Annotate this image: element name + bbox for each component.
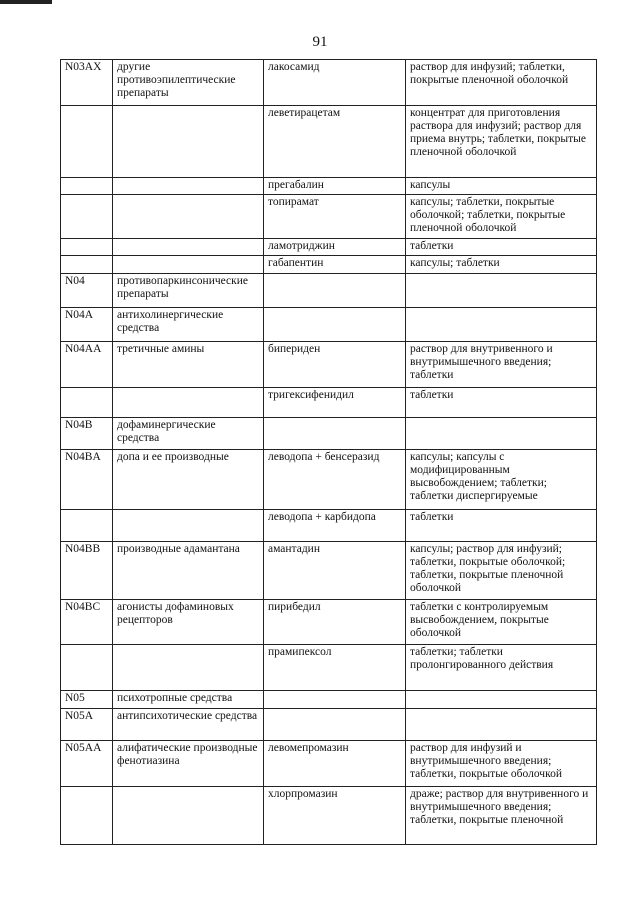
dosage-form-cell: концентрат для приготовления раствора для инфузий; раствор для приема внутрь; таблетки, покрытые пленочной оболочкой [406, 106, 597, 178]
dosage-form-cell: раствор для инфузий и внутримышечного введения; таблетки, покрытые оболочкой [406, 741, 597, 787]
table-row [61, 342, 597, 388]
table-row [61, 388, 597, 418]
drug-name-cell: лакосамид [264, 60, 406, 106]
atc-code-cell: N05 [61, 691, 113, 709]
drug-name-cell [264, 274, 406, 308]
table-row [61, 645, 597, 691]
atc-code-cell [61, 645, 113, 691]
group-name-cell: дофаминергические средства [113, 418, 264, 450]
table-row [61, 787, 597, 845]
atc-code-cell: N04 [61, 274, 113, 308]
atc-code-cell: N05AA [61, 741, 113, 787]
dosage-form-cell: драже; раствор для внутривенного и внутримышечного введения; таблетки, покрытые пленочной [406, 787, 597, 845]
group-name-cell: алифатические производные фенотиазина [113, 741, 264, 787]
atc-code-cell: N03AX [61, 60, 113, 106]
group-name-cell: третичные амины [113, 342, 264, 388]
drug-table-body [61, 60, 597, 845]
atc-code-cell [61, 178, 113, 195]
group-name-cell: психотропные средства [113, 691, 264, 709]
table-row [61, 239, 597, 256]
drug-name-cell: левомепромазин [264, 741, 406, 787]
drug-name-cell: прегабалин [264, 178, 406, 195]
drug-name-cell: леветирацетам [264, 106, 406, 178]
table-row [61, 450, 597, 510]
dosage-form-cell: таблетки [406, 510, 597, 542]
table-row [61, 106, 597, 178]
table-row [61, 600, 597, 645]
table-row [61, 256, 597, 274]
drug-name-cell: прамипексол [264, 645, 406, 691]
table-row [61, 274, 597, 308]
drug-name-cell: пирибедил [264, 600, 406, 645]
dosage-form-cell: таблетки с контролируемым высвобождением, покрытые оболочкой [406, 600, 597, 645]
dosage-form-cell [406, 691, 597, 709]
dosage-form-cell [406, 418, 597, 450]
drug-table [60, 59, 597, 845]
dosage-form-cell [406, 274, 597, 308]
drug-name-cell: хлорпромазин [264, 787, 406, 845]
drug-name-cell: леводопа + карбидопа [264, 510, 406, 542]
group-name-cell: агонисты дофаминовых рецепторов [113, 600, 264, 645]
table-row [61, 709, 597, 741]
atc-code-cell: N04B [61, 418, 113, 450]
drug-name-cell [264, 709, 406, 741]
group-name-cell [113, 510, 264, 542]
page-number: 91 [312, 34, 328, 50]
atc-code-cell [61, 388, 113, 418]
dosage-form-cell: раствор для внутривенного и внутримышечного введения; таблетки [406, 342, 597, 388]
dosage-form-cell: таблетки [406, 388, 597, 418]
table-row [61, 418, 597, 450]
group-name-cell [113, 256, 264, 274]
drug-name-cell: ламотриджин [264, 239, 406, 256]
corner-mark [0, 0, 52, 4]
drug-name-cell: топирамат [264, 195, 406, 239]
group-name-cell: производные адамантана [113, 542, 264, 600]
atc-code-cell [61, 787, 113, 845]
table-row [61, 308, 597, 342]
group-name-cell: допа и ее производные [113, 450, 264, 510]
table-row [61, 542, 597, 600]
atc-code-cell: N04A [61, 308, 113, 342]
dosage-form-cell: капсулы; раствор для инфузий; таблетки, покрытые оболочкой; таблетки, покрытые пленочной оболочкой [406, 542, 597, 600]
atc-code-cell: N04BC [61, 600, 113, 645]
table-row [61, 178, 597, 195]
group-name-cell [113, 195, 264, 239]
drug-name-cell: леводопа + бенсеразид [264, 450, 406, 510]
atc-code-cell: N04AA [61, 342, 113, 388]
dosage-form-cell: таблетки [406, 239, 597, 256]
group-name-cell [113, 388, 264, 418]
drug-name-cell [264, 418, 406, 450]
atc-code-cell: N04BA [61, 450, 113, 510]
atc-code-cell [61, 510, 113, 542]
group-name-cell [113, 645, 264, 691]
dosage-form-cell: раствор для инфузий; таблетки, покрытые пленочной оболочкой [406, 60, 597, 106]
drug-name-cell [264, 691, 406, 709]
dosage-form-cell: капсулы; таблетки, покрытые оболочкой; таблетки, покрытые пленочной оболочкой [406, 195, 597, 239]
group-name-cell: другие противоэпилептические препараты [113, 60, 264, 106]
dosage-form-cell: капсулы [406, 178, 597, 195]
atc-code-cell: N04BB [61, 542, 113, 600]
drug-name-cell [264, 308, 406, 342]
table-row [61, 195, 597, 239]
atc-code-cell [61, 239, 113, 256]
group-name-cell: противопаркинсонические препараты [113, 274, 264, 308]
group-name-cell: антихолинергические средства [113, 308, 264, 342]
atc-code-cell [61, 106, 113, 178]
group-name-cell: антипсихотические средства [113, 709, 264, 741]
dosage-form-cell: капсулы; таблетки [406, 256, 597, 274]
dosage-form-cell [406, 709, 597, 741]
group-name-cell [113, 178, 264, 195]
group-name-cell [113, 787, 264, 845]
dosage-form-cell [406, 308, 597, 342]
dosage-form-cell: капсулы; капсулы с модифицированным высвобождением; таблетки; таблетки диспергируемые [406, 450, 597, 510]
table-row [61, 60, 597, 106]
dosage-form-cell: таблетки; таблетки пролонгированного действия [406, 645, 597, 691]
drug-name-cell: бипериден [264, 342, 406, 388]
table-row [61, 741, 597, 787]
atc-code-cell [61, 256, 113, 274]
group-name-cell [113, 106, 264, 178]
drug-name-cell: габапентин [264, 256, 406, 274]
atc-code-cell: N05A [61, 709, 113, 741]
table-row [61, 691, 597, 709]
drug-name-cell: тригексифенидил [264, 388, 406, 418]
table-row [61, 510, 597, 542]
atc-code-cell [61, 195, 113, 239]
group-name-cell [113, 239, 264, 256]
drug-name-cell: амантадин [264, 542, 406, 600]
